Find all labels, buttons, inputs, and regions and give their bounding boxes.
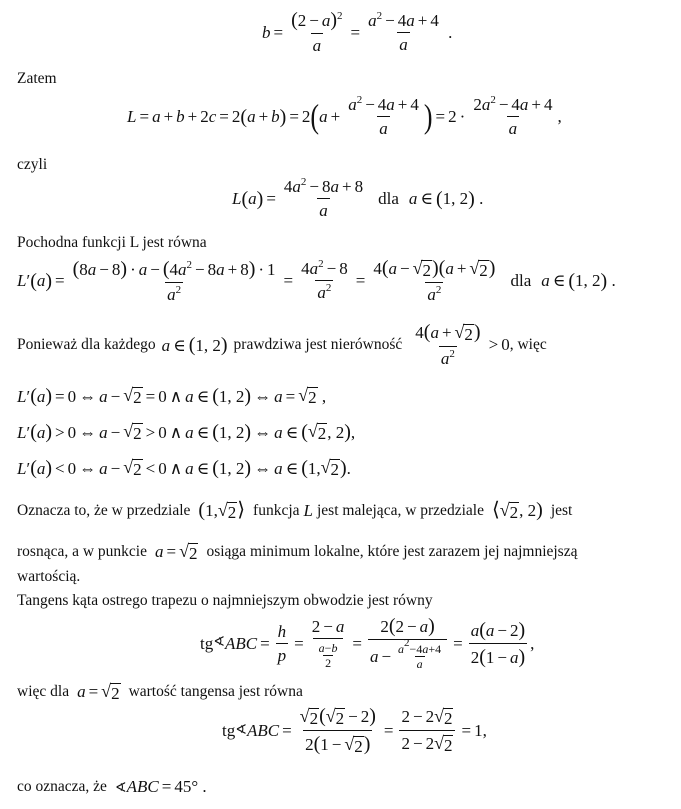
equation-cond-1: L ′ ( a ) = 0 ⇔ a − √ 2 = 0 ∧ a ∈ ( 1, 2 ) ⇔ a = √ 2 , <box>17 385 327 407</box>
text-tangens: Tangens kąta ostrego trapezu o najmniejszym obwodzie jest równy <box>17 592 433 609</box>
equation-cond-3: L ′ ( a ) < 0 ⇔ a − √ 2 < 0 ∧ a ∈ ( 1, 2 ) ⇔ a ∈ ( 1, √ 2 ) . <box>17 457 351 479</box>
text-pochodna: Pochodna funkcji L jest równa <box>17 234 207 251</box>
equation-La: L ( a ) = $\frac{4a^2 - 8a + 8}{a}$ dla a ∈ ( 1, 2 ) . <box>232 176 484 220</box>
equation-derivative: L ′ ( a ) = $\frac{(8a - 8) \cdot a - (4a^2 - 8a + 8) \cdot 1}{a^2}$ = $\frac{4a^2 - 8}{a^2}$ = 4(a − √ 2 )(a + √ 2 ) $a^2$ dla a ∈ ( 1, 2 ) . <box>17 257 616 304</box>
text-co-1: co oznacza, że <box>17 778 107 795</box>
text-rosnaca-2: osiąga minimum lokalne, które jest zarazem jej najmniejszą <box>206 543 578 560</box>
text-oznacza-1: Oznacza to, że w przedziale <box>17 501 191 519</box>
text-oznacza-4: jest <box>550 501 573 519</box>
text-wiec-dla-1: więc dla <box>17 683 70 700</box>
text-zatem: Zatem <box>17 70 57 87</box>
line-poniewaz: Ponieważ dla każdego a ∈ (1, 2) prawdziwa jest nierówność 4(a + √ 2 ) $a^2$ > 0 , więc <box>17 321 547 368</box>
text-wartoscia: wartością. <box>17 568 81 585</box>
text-poniewaz-2: prawdziwa jest nierówność <box>233 335 403 353</box>
line-oznacza: Oznacza to, że w przedziale (1, √ 2 ⟩ funkcja L jest malejąca, w przedziale ⟨ √ 2 , 2) jest <box>17 499 573 522</box>
equation-b: b = $\frac{(2 - a)^2}{a}$ = $\frac{a^2 - 4a + 4}{a}$ . <box>262 9 453 55</box>
line-co-oznacza <box>17 778 207 796</box>
equation-tg: tg ∢ ABC = $\frac{h}{p}$ = $\frac{2 - a}{\frac{a-b}{2}}$ = 2(2 − a) a − $\frac{a^2-4a+4}{a}$ = $\frac{a(a - 2)}{2(1 - a)}$ , <box>200 615 535 671</box>
text-oznacza-3: jest malejąca, w przedziale <box>316 501 484 519</box>
line-rosnaca: rosnąca, a w punkcie a = √ 2 osiąga minimum lokalne, które jest zarazem jej najmniejszą <box>17 541 578 563</box>
text-poniewaz-1: Ponieważ dla każdego <box>17 335 156 353</box>
text-wiec: , więc <box>509 335 547 353</box>
equation-tg-value: tg ∢ ABC = √ 2 ( √ 2 − 2) 2(1 − √ 2 ) = 2 − 2 √ 2 2 − 2 √ 2 = 1, <box>222 705 487 756</box>
equation-final: ∢ABC = 45° . <box>114 777 207 796</box>
equation-cond-2: L ′ ( a ) > 0 ⇔ a − √ 2 > 0 ∧ a ∈ ( 1, 2 ) ⇔ a ∈ ( √ 2 , 2 ) , <box>17 421 356 443</box>
line-wiec-dla: więc dla a = √ 2 wartość tangensa jest równa <box>17 681 303 703</box>
equation-L: L = a + b + 2 c = 2 ( a + b ) = 2 ( a + $\frac{a^2 - 4a + 4}{a}$ ) = 2 · $\frac{2a^2 - 4a + 4}{a}$ , <box>127 94 562 138</box>
text-czyli: czyli <box>17 156 48 173</box>
text-wiec-dla-2: wartość tangensa jest równa <box>128 683 303 700</box>
text-oznacza-2: funkcja <box>253 501 300 519</box>
text-rosnaca-1: rosnąca, a w punkcie <box>17 543 147 560</box>
